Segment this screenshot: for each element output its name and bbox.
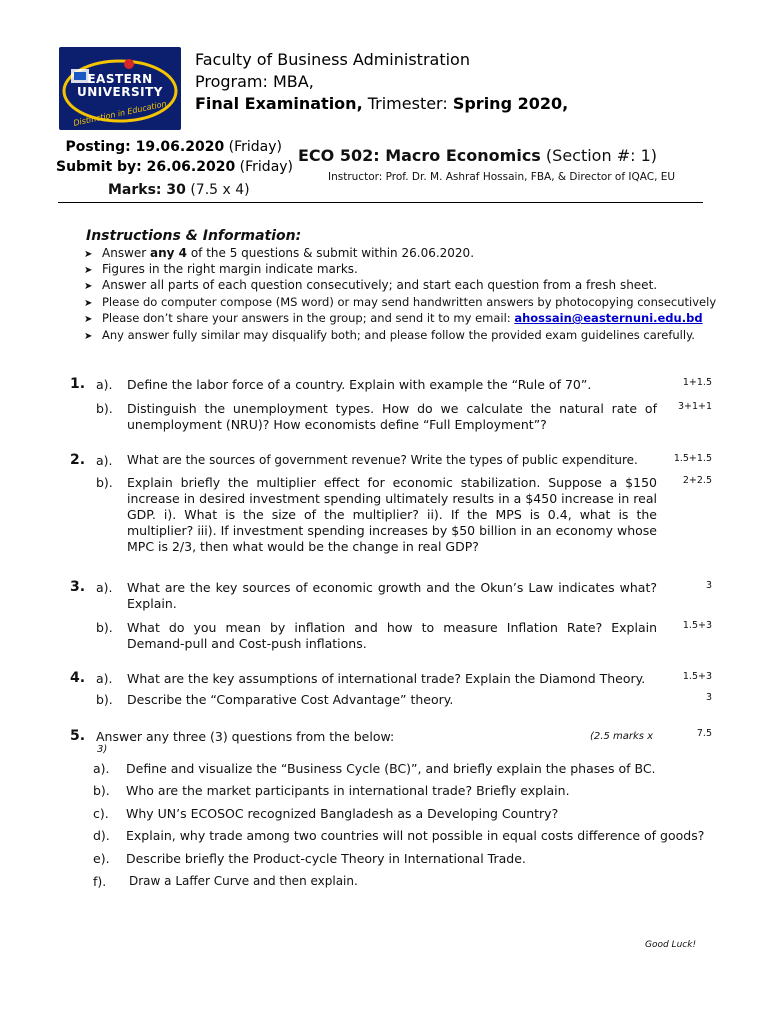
instruction-item: ➤ Answer any 4 of the 5 questions & submit within 26.06.2020. (84, 246, 475, 260)
q5-intro: Answer any three (3) questions from the below: (96, 729, 395, 744)
arrow-bullet-icon: ➤ (84, 298, 93, 309)
marks-total (108, 182, 250, 198)
submit-date (56, 159, 294, 175)
list-item-text: Explain, why trade among two countries will not possible in equal costs difference of goods? (126, 828, 705, 843)
q5-marks-note-cont: 3) (97, 744, 108, 755)
marks-value: 1.5+3 (682, 620, 712, 631)
list-item-label: e). (93, 851, 110, 866)
arrow-bullet-icon: ➤ (84, 331, 93, 342)
exam-title: Final Examination, (195, 94, 363, 113)
exam-line (195, 94, 568, 113)
arrow-bullet-icon: ➤ (84, 249, 93, 260)
trimester-value: Spring 2020, (452, 94, 569, 113)
sub-question-text: Describe the “Comparative Cost Advantage” theory. (127, 692, 454, 707)
logo-line1: EASTERN (87, 72, 153, 86)
sub-question-text: What do you mean by inflation and how to measure Inflation Rate? Explain Demand-pull and Cost-push inflations. (127, 620, 657, 651)
list-item-text: Why UN’s ECOSOC recognized Bangladesh as a Developing Country? (126, 806, 559, 821)
list-item-label: f). (93, 874, 107, 889)
marks-value: 7.5 (696, 728, 712, 739)
course-section: (Section #: 1) (540, 146, 657, 165)
marks-value: 2+2.5 (682, 475, 712, 486)
sub-question-label: b). (96, 620, 113, 635)
instructions-title: Instructions & Information: (86, 228, 302, 244)
email-link[interactable]: ahossain@easternuni.edu.bd (514, 311, 703, 325)
list-item-label: c). (93, 806, 109, 821)
course-title-line (298, 146, 657, 165)
header-divider (58, 202, 703, 203)
list-item-text: Define and visualize the “Business Cycle (BC)”, and briefly explain the phases of BC. (126, 761, 656, 776)
sub-question-label: b). (96, 401, 113, 416)
instruction-item: ➤ Figures in the right margin indicate marks. (84, 262, 358, 276)
marks-value: 3+1+1 (677, 401, 712, 412)
logo-motto: Distinction in Education (72, 99, 168, 128)
trimester-label: Trimester: (362, 94, 453, 113)
sub-question-label: a). (96, 671, 113, 686)
question-number: 3. (70, 579, 86, 595)
sub-question-text: What are the key assumptions of international trade? Explain the Diamond Theory. (127, 671, 646, 686)
logo-line2: UNIVERSITY (77, 85, 163, 99)
program-line: Program: MBA, (195, 72, 314, 91)
arrow-bullet-icon: ➤ (84, 281, 93, 292)
marks-label: Marks: 30 (108, 182, 186, 198)
marks-detail: (7.5 x 4) (185, 182, 250, 198)
sub-question-label: a). (96, 453, 113, 468)
instruction-item: ➤ Please don’t share your answers in the group; and send it to my email: ahossain@easternuni.edu.bd (84, 311, 703, 325)
list-item-text: Who are the market participants in international trade? Briefly explain. (126, 783, 570, 798)
posting-label: Posting: 19.06.2020 (65, 139, 225, 155)
sub-question-label: b). (96, 692, 113, 707)
marks-value: 3 (705, 580, 712, 591)
instructor-line: Instructor: Prof. Dr. M. Ashraf Hossain, FBA, & Director of IQAC, EU (328, 171, 676, 183)
submit-day: (Friday) (235, 159, 294, 175)
question-number: 4. (70, 670, 86, 686)
sub-question-text: Define the labor force of a country. Explain with example the “Rule of 70”. (127, 377, 592, 392)
arrow-bullet-icon: ➤ (84, 265, 93, 276)
sub-question-text: What are the key sources of economic growth and the Okun’s Law indicates what? Explain. (127, 580, 657, 611)
posting-day: (Friday) (224, 139, 282, 155)
arrow-bullet-icon: ➤ (84, 314, 93, 325)
question-number: 2. (70, 452, 86, 468)
question-number: 5. (70, 728, 86, 744)
list-item-text: Describe briefly the Product-cycle Theory in International Trade. (126, 851, 526, 866)
good-luck-note: Good Luck! (645, 940, 697, 950)
question-number: 1. (70, 376, 86, 392)
sub-question-label: b). (96, 475, 113, 490)
list-item-label: d). (93, 828, 110, 843)
list-item-text: Draw a Laffer Curve and then explain. (129, 874, 358, 888)
course-title: ECO 502: Macro Economics (298, 146, 541, 165)
marks-value: 1.5+3 (682, 671, 712, 682)
list-item-label: b). (93, 783, 110, 798)
faculty-line: Faculty of Business Administration (195, 50, 470, 69)
sub-question-text: Explain briefly the multiplier effect for economic stabilization. Suppose a $150 increase in desired investment spending ultimately results in a $450 increase in real GDP. i). What is the size of the multiplier? ii). If the MPS is 0.4, what is the multiplier? iii). If investment spending increases by $50 billion in an economy whose MPC is 2/3, then what would be the change in real GDP? (127, 475, 657, 554)
sub-question-label: a). (96, 377, 113, 392)
sub-question-text: What are the sources of government revenue? Write the types of public expenditure. (127, 453, 638, 467)
q5-marks-note: (2.5 marks x (590, 731, 654, 742)
marks-value: 1.5+1.5 (673, 453, 712, 464)
submit-label: Submit by: 26.06.2020 (56, 159, 236, 175)
instruction-item: ➤ Any answer fully similar may disqualify both; and please follow the provided exam guidelines carefully. (84, 328, 695, 342)
list-item-label: a). (93, 761, 110, 776)
instruction-item: ➤ Answer all parts of each question consecutively; and start each question from a fresh sheet. (84, 278, 658, 292)
marks-value: 1+1.5 (682, 377, 712, 388)
marks-value: 3 (705, 692, 712, 703)
sub-question-text: Distinguish the unemployment types. How do we calculate the natural rate of unemployment (NRU)? How economists define “Full Employment”? (127, 401, 657, 432)
instruction-item: ➤ Please do computer compose (MS word) or may send handwritten answers by photocopying consecutively (84, 295, 717, 309)
sub-question-label: a). (96, 580, 113, 595)
university-logo (59, 47, 181, 130)
posting-date (60, 139, 282, 155)
